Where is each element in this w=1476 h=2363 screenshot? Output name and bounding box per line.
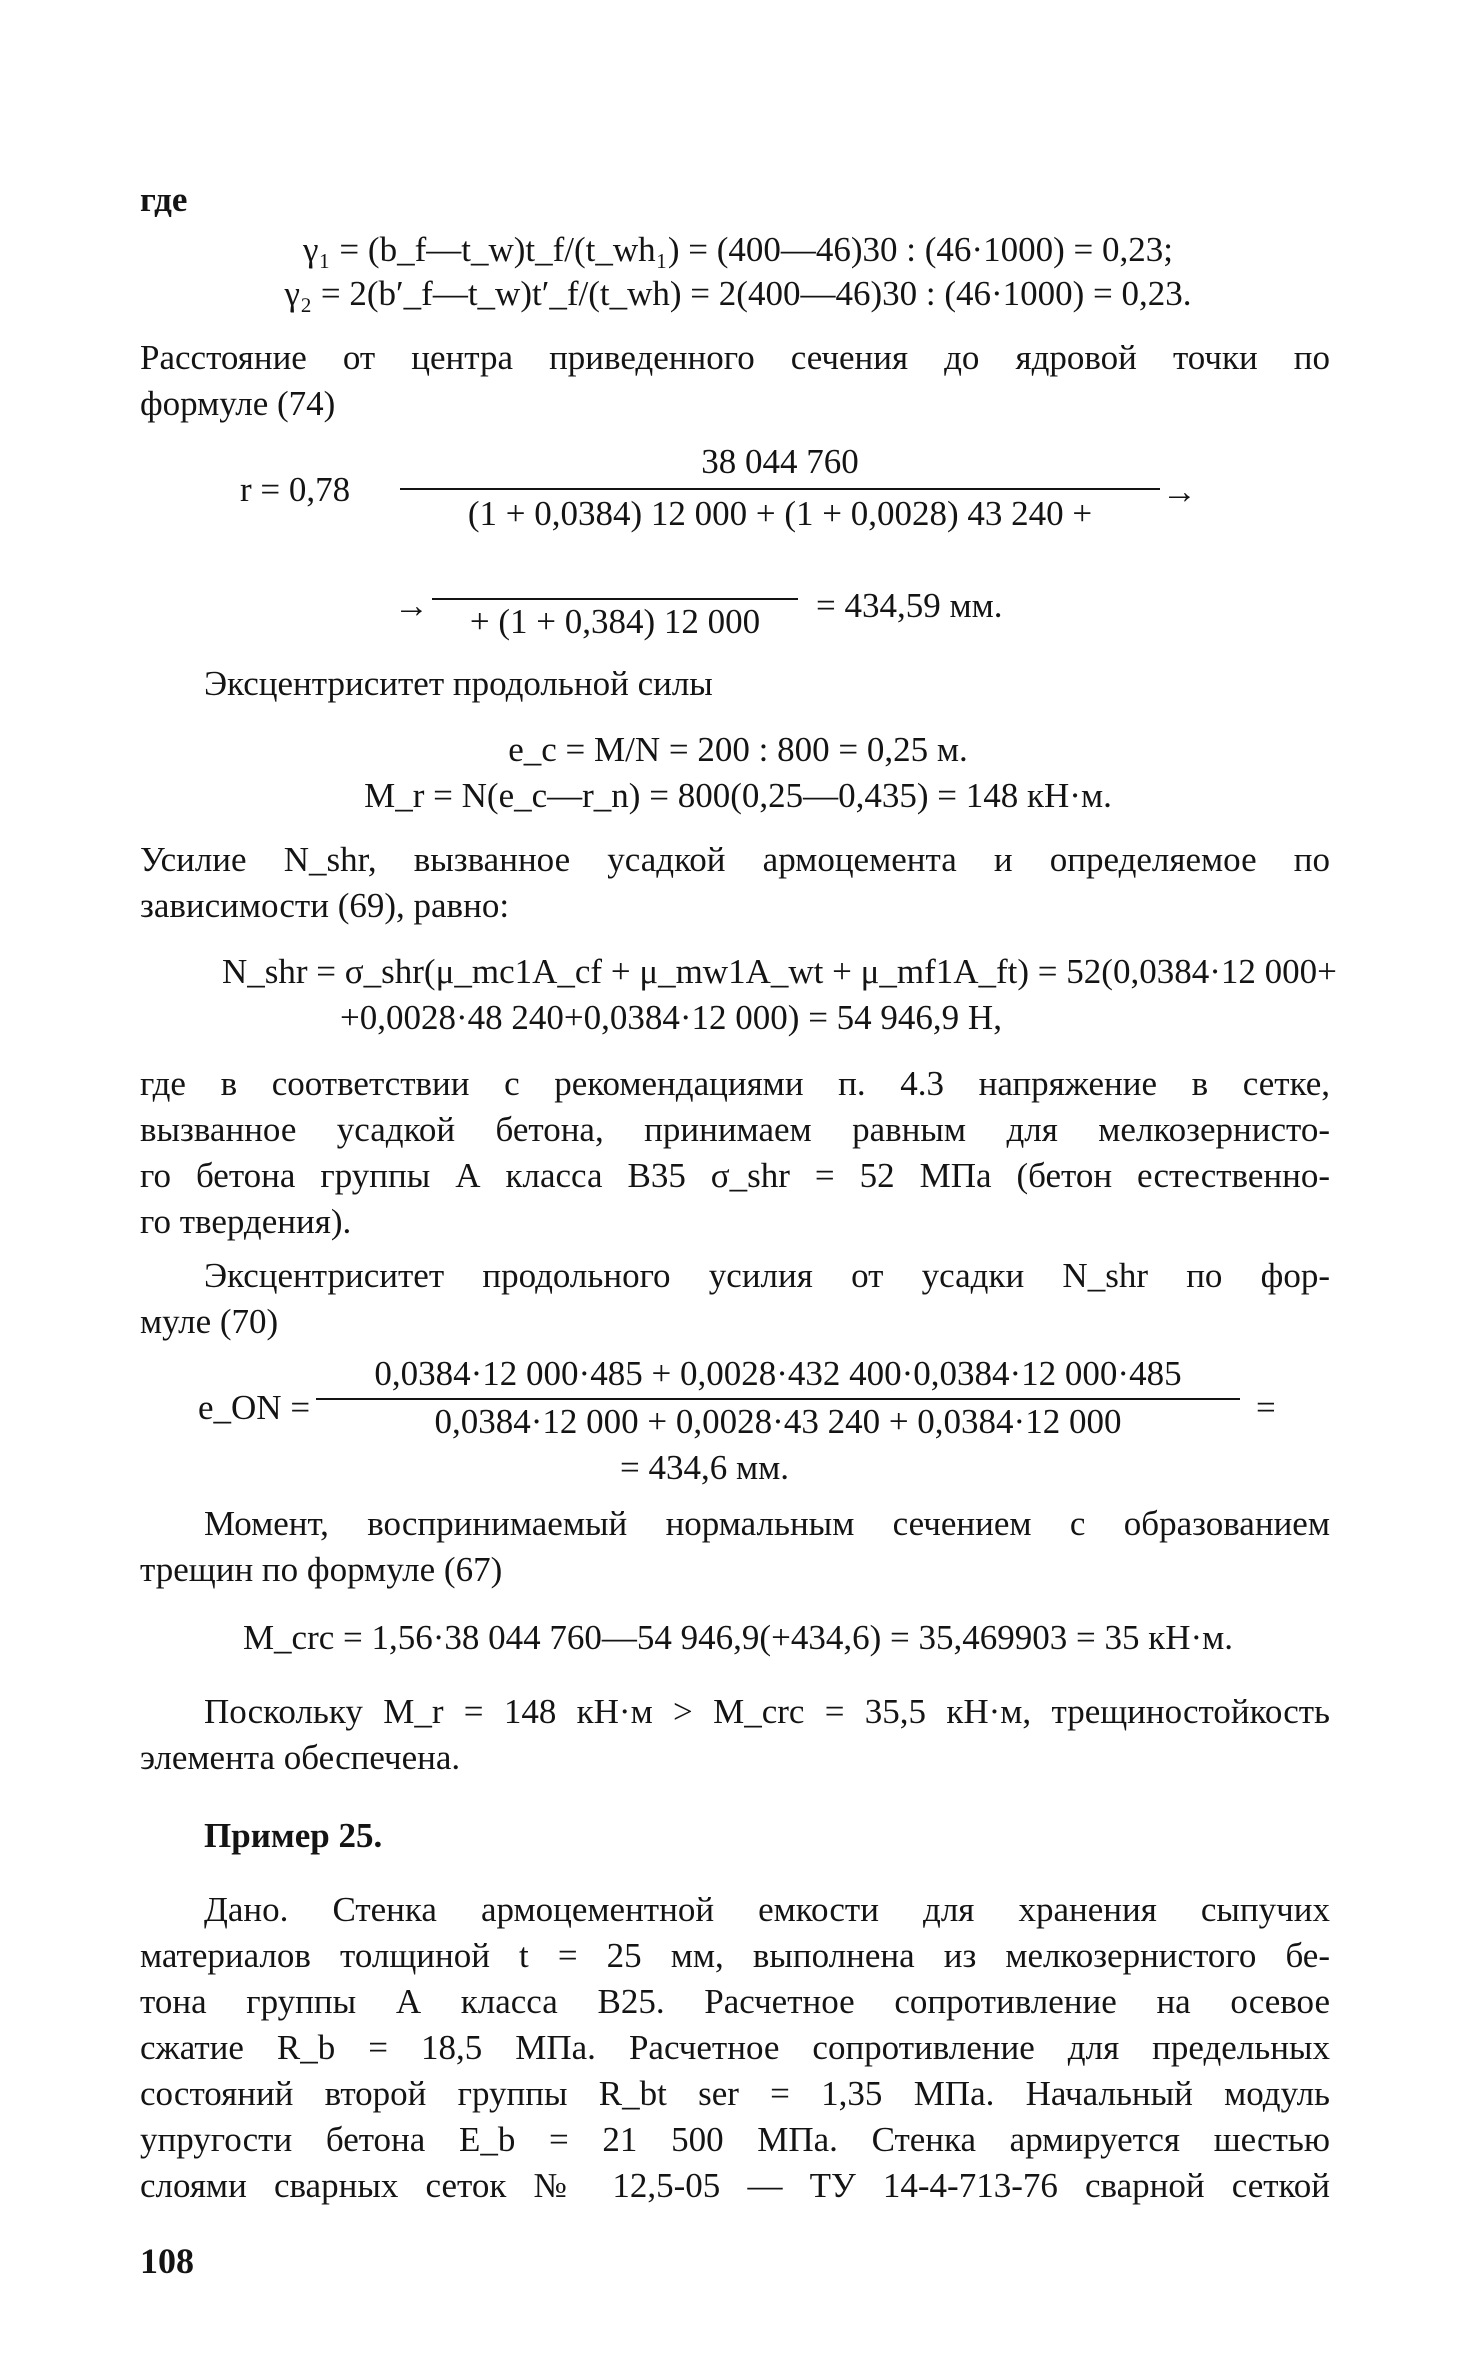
r-formula-numerator: 38 044 760 [701,442,859,481]
page-number: 108 [140,2241,194,2281]
formula-ec: e_c = M/N = 200 : 800 = 0,25 м. [508,730,968,769]
text-line: Поскольку M_r = 148 кН·м > M_crc = 35,5 кН·м, трещиностойкость [204,1692,1330,1731]
text-line: состояний второй группы R_bt ser = 1,35 МПа. Начальный модуль [140,2074,1330,2113]
text-line: сжатие R_b = 18,5 МПа. Расчетное сопротивление для предельных [140,2028,1330,2067]
arrow-right-icon: → [1162,472,1197,511]
text-line: Момент, воспринимаемый нормальным сечением с образованием [204,1504,1330,1543]
text-line: материалов толщиной t = 25 мм, выполнена из мелкозернистого бе- [140,1936,1330,1975]
text-line: формуле (74) [140,384,336,423]
formula-mcrc: M_crc = 1,56·38 044 760—54 946,9(+434,6) = 35,469903 = 35 кН·м. [242,1618,1234,1657]
formula-gamma2: γ₂ = 2(b′_f—t_w)t′_f/(t_wh) = 2(400—46)30 : (46·1000) = 0,23. [284,274,1192,313]
formula-nshr-cont: +0,0028·48 240+0,0384·12 000) = 54 946,9 Н, [340,998,1002,1037]
text-line: Расстояние от центра приведенного сечения до ядровой точки по [140,338,1330,377]
text-line: го бетона группы А класса В35 σ_shr = 52 МПа (бетон естественно- [140,1156,1330,1195]
text-line: элемента обеспечена. [140,1738,461,1777]
text-line: го твердения). [140,1202,352,1241]
example-heading: Пример 25. [204,1816,383,1855]
text-line: тона группы А класса В25. Расчетное сопротивление на осевое [140,1982,1330,2021]
text-line: вызванное усадкой бетона, принимаем равным для мелкозернисто- [140,1110,1330,1149]
r-formula-lhs: r = 0,78 [240,470,351,509]
formula-gamma1: γ₁ = (b_f—t_w)t_f/(t_wh₁) = (400—46)30 : (46·1000) = 0,23; [303,230,1173,269]
fraction-bar [400,488,1160,490]
eon-formula-result: = 434,6 мм. [620,1448,790,1487]
text-line: Эксцентриситет продольной силы [204,664,713,703]
eon-formula-denominator: 0,0384·12 000 + 0,0028·43 240 + 0,0384·12 000 [434,1402,1122,1441]
text-line: где [140,180,188,219]
text-line: упругости бетона E_b = 21 500 МПа. Стенка армируется шестью [140,2120,1330,2159]
eon-formula-lhs: e_ON = [198,1388,311,1427]
r-formula-denominator: (1 + 0,0384) 12 000 + (1 + 0,0028) 43 240 + [467,494,1093,533]
r-formula-result: = 434,59 мм. [816,586,1003,625]
r-formula-denominator-cont: + (1 + 0,384) 12 000 [469,602,761,641]
text-line: муле (70) [140,1302,279,1341]
formula-mr: M_r = N(e_c—r_n) = 800(0,25—0,435) = 148 кН·м. [364,776,1112,815]
text-line: Дано. Стенка армоцементной емкости для хранения сыпучих [204,1890,1330,1929]
arrow-right-icon: → [394,586,429,625]
text-line: Эксцентриситет продольного усилия от усадки N_shr по фор- [204,1256,1330,1295]
text-line: где в соответствии с рекомендациями п. 4.3 напряжение в сетке, [140,1064,1330,1103]
text-line: зависимости (69), равно: [140,886,510,925]
text-line: трещин по формуле (67) [140,1550,503,1589]
eon-formula-equals: = [1256,1388,1276,1427]
eon-formula-numerator: 0,0384·12 000·485 + 0,0028·432 400·0,0384·12 000·485 [374,1354,1182,1393]
formula-nshr: N_shr = σ_shr(μ_mc1A_cf + μ_mw1A_wt + μ_mf1A_ft) = 52(0,0384·12 000+ [222,952,1337,991]
text-line: Усилие N_shr, вызванное усадкой армоцемента и определяемое по [140,840,1330,879]
text-line: слоями сварных сеток № 12,5-05 — ТУ 14-4-713-76 сварной сеткой [140,2166,1330,2205]
